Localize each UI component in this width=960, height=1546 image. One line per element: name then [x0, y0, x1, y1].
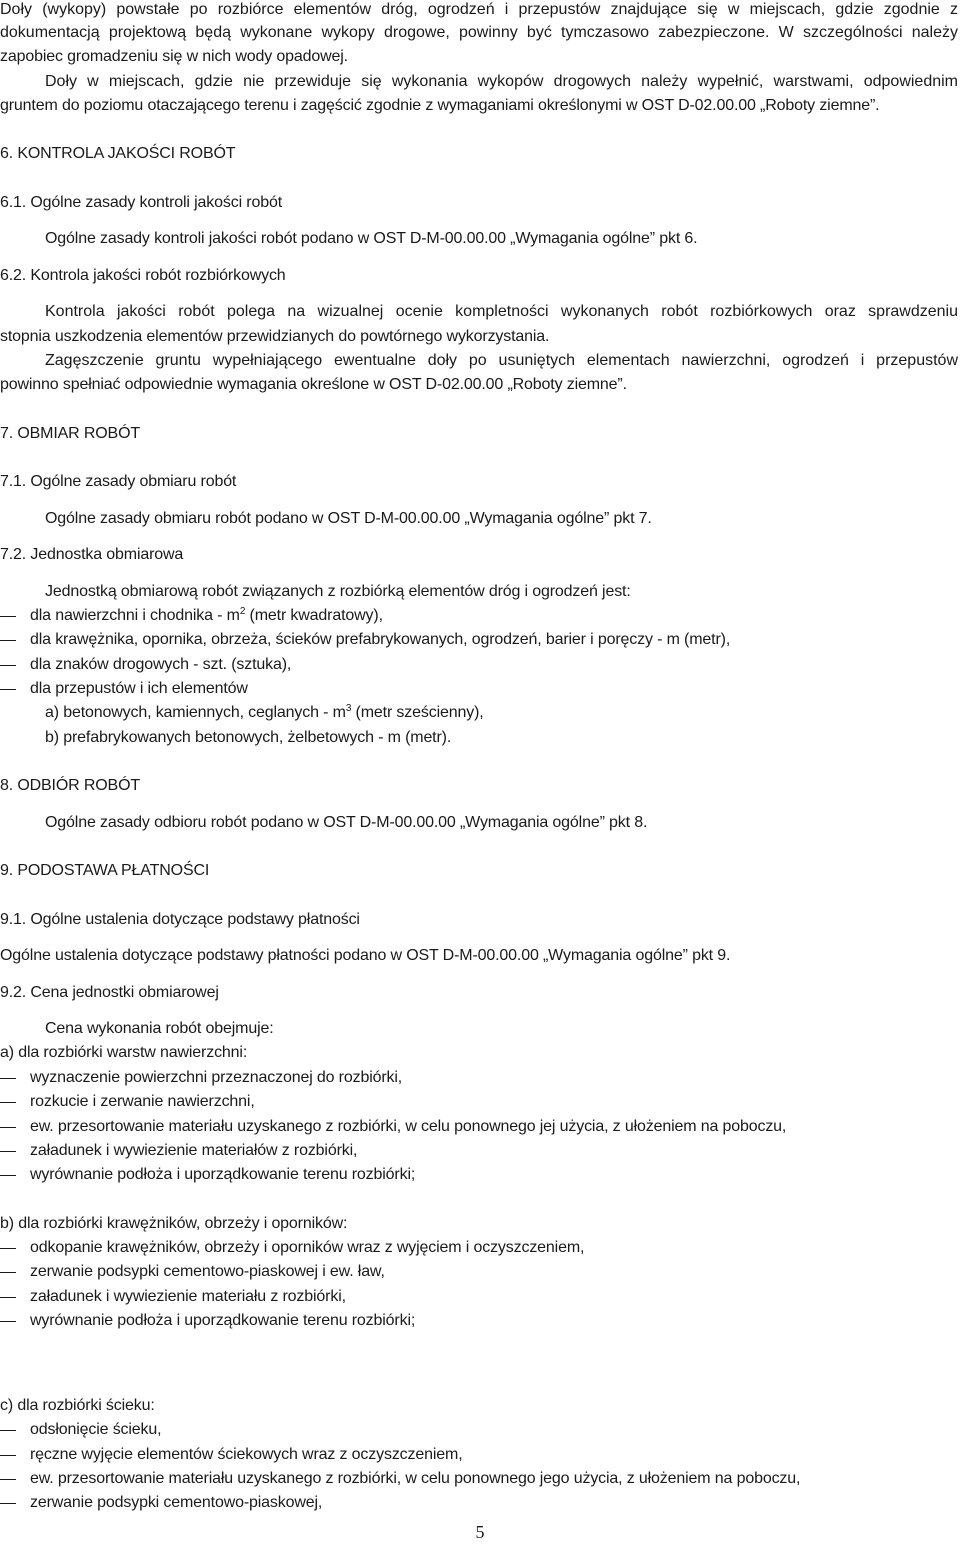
list-item: odsłonięcie ścieku, [30, 1421, 162, 1438]
list-dash [0, 1248, 16, 1249]
subsection-heading: 6.1. Ogólne zasady kontroli jakości robót [0, 194, 283, 211]
list-item: wyznaczenie powierzchni przeznaczonej do rozbiórki, [30, 1069, 403, 1086]
paragraph-line: dokumentacją projektową będą wykonane wykopy drogowe, powinny być tymczasowo zabezpieczone. W szczególności należy [0, 24, 958, 41]
list-dash [0, 1321, 16, 1322]
list-item: załadunek i wywiezienie materiału z rozbiórki, [30, 1288, 346, 1305]
section-heading: 8. ODBIÓR ROBÓT [0, 777, 140, 794]
paragraph: Cena wykonania robót obejmuje: [45, 1020, 274, 1037]
list-item: dla znaków drogowych - szt. (sztuka), [30, 656, 292, 673]
list-dash [0, 689, 16, 690]
list-subitem: b) prefabrykowanych betonowych, żelbetowych - m (metr). [45, 729, 452, 746]
section-heading: 6. KONTROLA JAKOŚCI ROBÓT [0, 145, 236, 162]
list-item: rozkucie i zerwanie nawierzchni, [30, 1093, 255, 1110]
list-item: wyrównanie podłoża i uporządkowanie terenu rozbiórki; [30, 1312, 416, 1329]
list-item: ew. przesortowanie materiału uzyskanego z rozbiórki, w celu ponownego jej użycia, z ułożeniem na poboczu, [30, 1118, 787, 1135]
list-dash [0, 1127, 16, 1128]
paragraph-line: zapobiec gromadzeniu się w nich wody opadowej. [0, 48, 348, 65]
paragraph-line: Zagęszczenie gruntu wypełniającego ewentualne doły po usuniętych elementach nawierzchni, ogrodzeń i przepustów [45, 352, 958, 369]
paragraph: Ogólne zasady obmiaru robót podano w OST D-M-00.00.00 „Wymagania ogólne” pkt 7. [45, 510, 652, 527]
list-item: ręczne wyjęcie elementów ściekowych wraz z oczyszczeniem, [30, 1446, 463, 1463]
subsection-heading: 6.2. Kontrola jakości robót rozbiórkowych [0, 267, 286, 284]
subsection-heading: 7.1. Ogólne zasady obmiaru robót [0, 473, 237, 490]
subsection-heading: 9.2. Cena jednostki obmiarowej [0, 984, 219, 1001]
list-item: dla przepustów i ich elementów [30, 680, 248, 697]
paragraph-line: powinno spełniać odpowiednie wymagania określone w OST D-02.00.00 „Roboty ziemne”. [0, 376, 627, 393]
page-number: 5 [475, 1522, 485, 1542]
paragraph: Ogólne ustalenia dotyczące podstawy płatności podano w OST D-M-00.00.00 „Wymagania ogólne” pkt 9. [0, 947, 731, 964]
list-dash [0, 1175, 16, 1176]
paragraph-line: Doły (wykopy) powstałe po rozbiórce elementów dróg, ogrodzeń i przepustów znajdujące się w miejscach, gdzie zgodnie z [0, 1, 958, 18]
list-dash [0, 665, 16, 666]
paragraph: Ogólne zasady kontroli jakości robót podano w OST D-M-00.00.00 „Wymagania ogólne” pkt 6. [45, 230, 698, 247]
paragraph-line: gruntem do poziomu otaczającego terenu i zagęścić zgodnie z wymaganiami określonymi w OST D-02.00.00 „Roboty ziemne”. [0, 97, 880, 114]
list-label: a) dla rozbiórki warstw nawierzchni: [0, 1044, 248, 1061]
list-dash [0, 1151, 16, 1152]
list-dash [0, 1430, 16, 1431]
list-label: c) dla rozbiórki ścieku: [0, 1397, 155, 1414]
paragraph-line: Doły w miejscach, gdzie nie przewiduje się wykonania wykopów drogowych należy wypełnić, warstwami, odpowiednim [45, 73, 958, 90]
list-dash [0, 1297, 16, 1298]
list-dash [0, 1272, 16, 1273]
list-dash [0, 1455, 16, 1456]
list-item: zerwanie podsypki cementowo-piaskowej, [30, 1494, 323, 1511]
list-dash [0, 640, 16, 641]
list-dash [0, 616, 16, 617]
list-dash [0, 1102, 16, 1103]
section-heading: 7. OBMIAR ROBÓT [0, 425, 140, 442]
list-item: wyrównanie podłoża i uporządkowanie terenu rozbiórki; [30, 1166, 416, 1183]
list-dash [0, 1078, 16, 1079]
paragraph-line: Kontrola jakości robót polega na wizualnej ocenie kompletności wykonanych robót rozbiórkowych oraz sprawdzeniu [45, 303, 958, 320]
list-dash [0, 1479, 16, 1480]
list-item: ew. przesortowanie materiału uzyskanego z rozbiórki, w celu ponownego jego użycia, z ułożeniem na poboczu, [30, 1470, 801, 1487]
paragraph-line: stopnia uszkodzenia elementów przewidzianych do powtórnego wykorzystania. [0, 328, 550, 345]
subsection-heading: 7.2. Jednostka obmiarowa [0, 546, 184, 563]
list-item: załadunek i wywiezienie materiałów z rozbiórki, [30, 1142, 358, 1159]
list-label: b) dla rozbiórki krawężników, obrzeży i oporników: [0, 1215, 348, 1232]
paragraph: Jednostką obmiarową robót związanych z rozbiórką elementów dróg i ogrodzeń jest: [45, 583, 631, 600]
list-item: dla nawierzchni i chodnika - $m^2$ (metr kwadratowy), [30, 606, 383, 624]
list-subitem: a) betonowych, kamiennych, ceglanych - $m^3$ (metr sześcienny), [45, 703, 484, 721]
list-item: odkopanie krawężników, obrzeży i oporników wraz z wyjęciem i oczyszczeniem, [30, 1239, 585, 1256]
paragraph: Ogólne zasady odbioru robót podano w OST D-M-00.00.00 „Wymagania ogólne” pkt 8. [45, 814, 648, 831]
list-item: zerwanie podsypki cementowo-piaskowej i ew. ław, [30, 1263, 385, 1280]
list-item: dla krawężnika, opornika, obrzeża, ścieków prefabrykowanych, ogrodzeń, barier i poręczy - m (metr), [30, 631, 731, 648]
section-heading: 9. PODOSTAWA PŁATNOŚCI [0, 862, 210, 879]
list-dash [0, 1503, 16, 1504]
subsection-heading: 9.1. Ogólne ustalenia dotyczące podstawy płatności [0, 911, 360, 928]
